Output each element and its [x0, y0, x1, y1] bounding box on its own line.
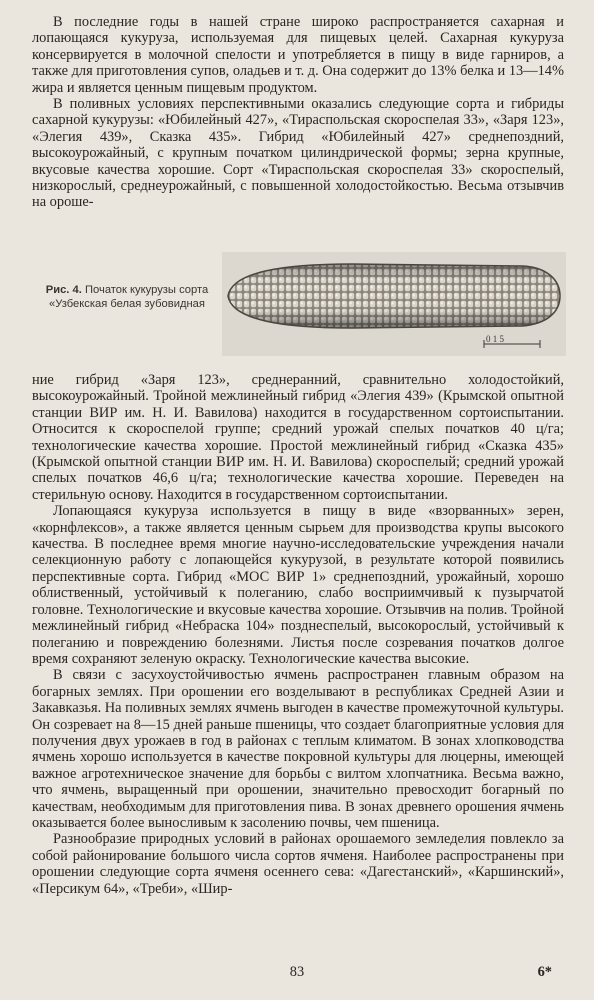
- scale-label: 0 1 5: [486, 334, 504, 344]
- paragraph: В поливных условиях перспективными оказались следующие сорта и гибриды сахарной кукурузы: «Юбилейный 427», «Тираспольская скороспелая 33», «Заря 123», «Элегия 439», Сказка 435». Гибрид «Юбилейный 427» среднепоздний, высокоурожайный, с крупным початком цилиндрической формы; зерна крупные, вкусовые качества хорошие. Сорт «Тираспольская скороспелая 33» скороспелый, низкорослый, среднеурожайный, с повышенной холодостойкостью. Весьма отзывчив на ороше-: [32, 96, 564, 211]
- corn-cob-image: [222, 252, 566, 356]
- paragraph: В последние годы в нашей стране широко распространяется сахарная и лопающаяся кукуруза, используемая для пищевых целей. Сахарная кукуруза консервируется в молочной спелости и употребляется в пищу в виде гарниров, а также для приготовления супов, оладьев и т. д. Она содержит до 13% белка и 13—14% жира и является ценным пищевым продуктом.: [32, 14, 564, 96]
- figure-caption-text: Початок кукурузы сорта «Узбекская белая зубовидная: [49, 284, 209, 310]
- corn-cob-photo: [222, 252, 566, 356]
- printer-signature: 6*: [537, 964, 552, 980]
- figure-label: Рис. 4.: [45, 284, 82, 296]
- paragraph: В связи с засухоустойчивостью ячмень распространен главным образом на богарных землях. При орошении его возделывают в республиках Средней Азии и Закавказья. На поливных землях ячмень выгоден в качестве промежуточной культуры. Он созревает на 8—15 дней раньше пшеницы, что создает благоприятные условия для получения двух урожаев в год в районах с теплым климатом. В зонах хлопководства ячмень хорошо используется в качестве покровной культуры для люцерны, имеющей важное агротехническое значение для борьбы с вилтом хлопчатника. Весьма важно, что ячмень, выращенный при орошении, значительно превосходит богарный по качествам, необходимым для приготовления пива. В зонах древнего орошения ячмень оказывается более выносливым к засолению почвы, чем пшеница.: [32, 667, 564, 831]
- figure-caption: [32, 283, 222, 311]
- paragraph: Разнообразие природных условий в районах орошаемого земледелия повлекло за собой районирование большого числа сортов ячменя. Наиболее распространены при орошении следующие сорта ячменя осеннего сева: «Дагестанский», «Каршинский», «Персикум 64», «Треби», «Шир-: [32, 831, 564, 897]
- text-block-top: [32, 14, 564, 211]
- paragraph: ние гибрид «Заря 123», среднеранний, сравнительно холодостойкий, высокоурожайный. Тройной межлинейный гибрид «Элегия 439» (Крымской опытной станции ВИР им. Н. И. Вавилова) находится в государственном сортоиспытании. Относится к скороспелой группе; средний урожай спелых початков 40 ц/га; технологические качества хорошие. Простой межлинейный гибрид «Сказка 435» (Крымской опытной станции ВИР им. Н. И. Вавилова) скороспелый; средний урожай спелых початков 46,6 ц/га; технологические качества хорошие. Переведен на стерильную основу. Находится в государственном сортоиспытании.: [32, 372, 564, 503]
- figure: [32, 250, 564, 360]
- text-block-main: [32, 372, 564, 897]
- page-footer: [0, 964, 594, 984]
- page-number: 83: [289, 964, 305, 980]
- paragraph: Лопающаяся кукуруза используется в пищу в виде «взорванных» зерен, «корнфлексов», а также является ценным сырьем для производства крупы высокого качества. В последнее время многие научно-исследовательские учреждения начали селекционную работу с лопающейся кукурузой, в результате которой появились перспективные сорта. Гибрид «МОС ВИР 1» среднепоздний, урожайный, хорошо облиственный, устойчивый к полеганию, слабо восприимчивый к пузырчатой головне. Технологические и вкусовые качества хорошие. Отзывчив на полив. Тройной межлинейный гибрид «Небраска 104» позднеспелый, высокорослый, устойчивый к полеганию и повреждению болезнями. Листья после созревания початков долгое время сохраняют зеленую окраску. Технологические качества высокие.: [32, 503, 564, 667]
